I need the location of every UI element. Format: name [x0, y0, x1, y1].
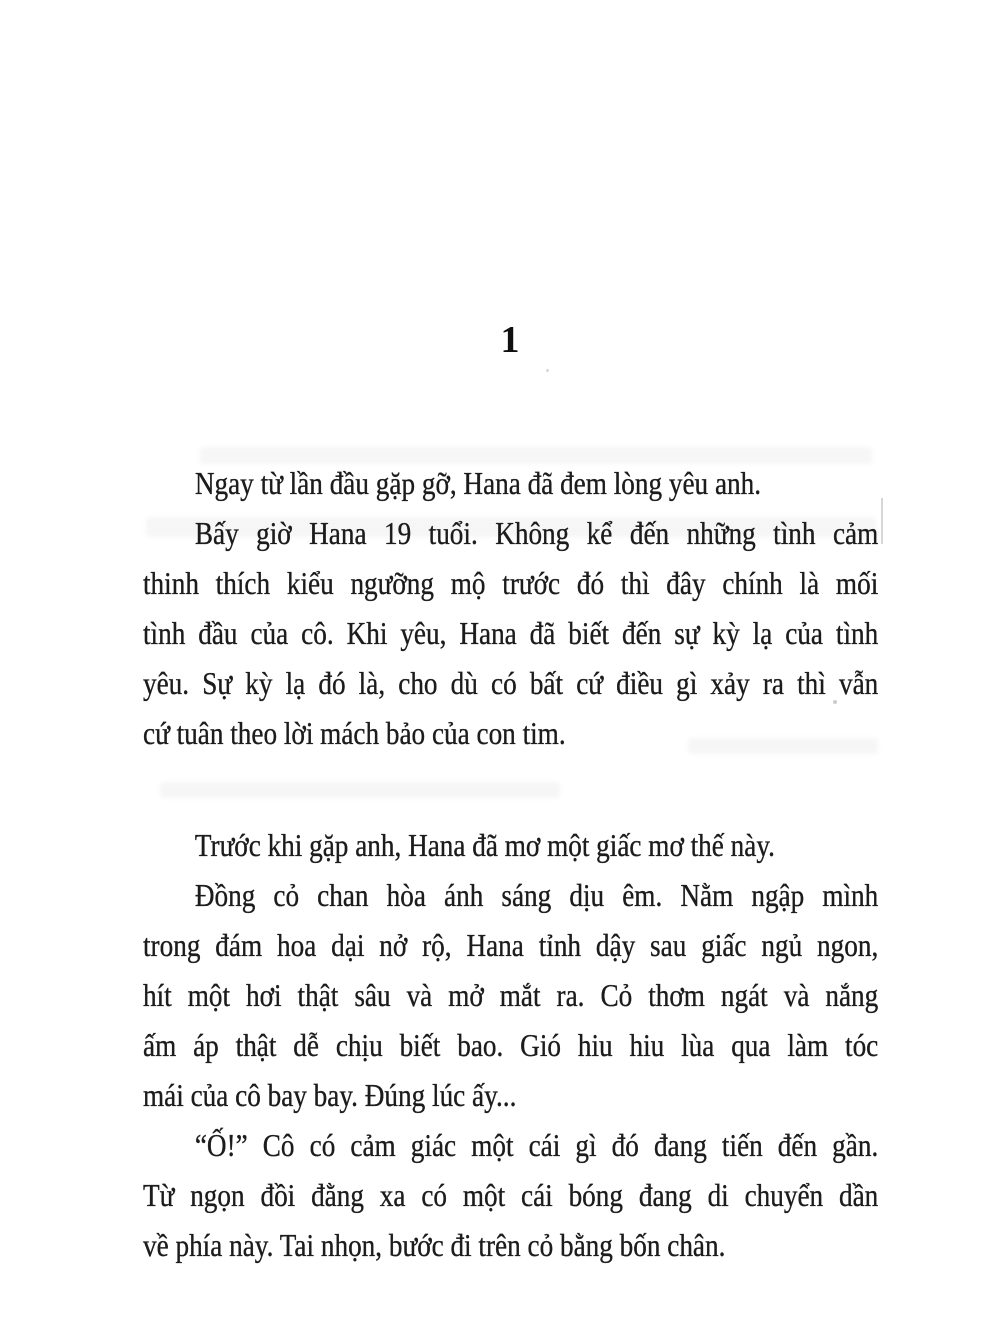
- text-line: Trước khi gặp anh, Hana đã mơ một giấc mơ thế này.: [194, 827, 775, 863]
- paragraph: [143, 1120, 878, 1270]
- text-line: Đồng cỏ chan hòa ánh sáng dịu êm. Nằm ngập mình: [194, 877, 879, 913]
- scan-speck: [546, 369, 549, 372]
- scan-line-artifact: [881, 498, 883, 544]
- text-line: tình đầu của cô. Khi yêu, Hana đã biết đến sự kỳ lạ của tình: [143, 615, 879, 651]
- text-line: yêu. Sự kỳ lạ đó là, cho dù có bất cứ điều gì xảy ra thì vẫn: [143, 665, 879, 701]
- text-line: ấm áp thật dễ chịu biết bao. Gió hiu hiu lùa qua làm tóc: [143, 1027, 879, 1063]
- paragraph: [143, 870, 878, 1120]
- chapter-number: 1: [500, 319, 520, 361]
- text-line: “Ố!” Cô có cảm giác một cái gì đó đang tiến đến gần.: [194, 1127, 879, 1163]
- section-break: [143, 758, 878, 820]
- paragraph: [143, 508, 878, 758]
- body-text: [143, 458, 878, 1270]
- text-line: Ngay từ lần đầu gặp gỡ, Hana đã đem lòng yêu anh.: [194, 465, 762, 501]
- text-line: trong đám hoa dại nở rộ, Hana tỉnh dậy sau giấc ngủ ngon,: [143, 927, 879, 963]
- text-line: mái của cô bay bay. Đúng lúc ấy...: [143, 1077, 517, 1113]
- paragraph: [143, 458, 878, 508]
- paragraph: [143, 820, 878, 870]
- text-line: Từ ngọn đồi đằng xa có một cái bóng đang di chuyển dần: [143, 1177, 879, 1213]
- text-line: về phía này. Tai nhọn, bước đi trên cỏ bằng bốn chân.: [143, 1227, 726, 1263]
- text-line: Bấy giờ Hana 19 tuổi. Không kể đến những tình cảm: [194, 515, 879, 551]
- text-line: hít một hơi thật sâu và mở mắt ra. Cỏ thơm ngát và nắng: [143, 977, 879, 1013]
- text-line: thinh thích kiểu ngưỡng mộ trước đó thì đây chính là mối: [143, 565, 879, 601]
- text-line: cứ tuân theo lời mách bảo của con tim.: [143, 715, 566, 751]
